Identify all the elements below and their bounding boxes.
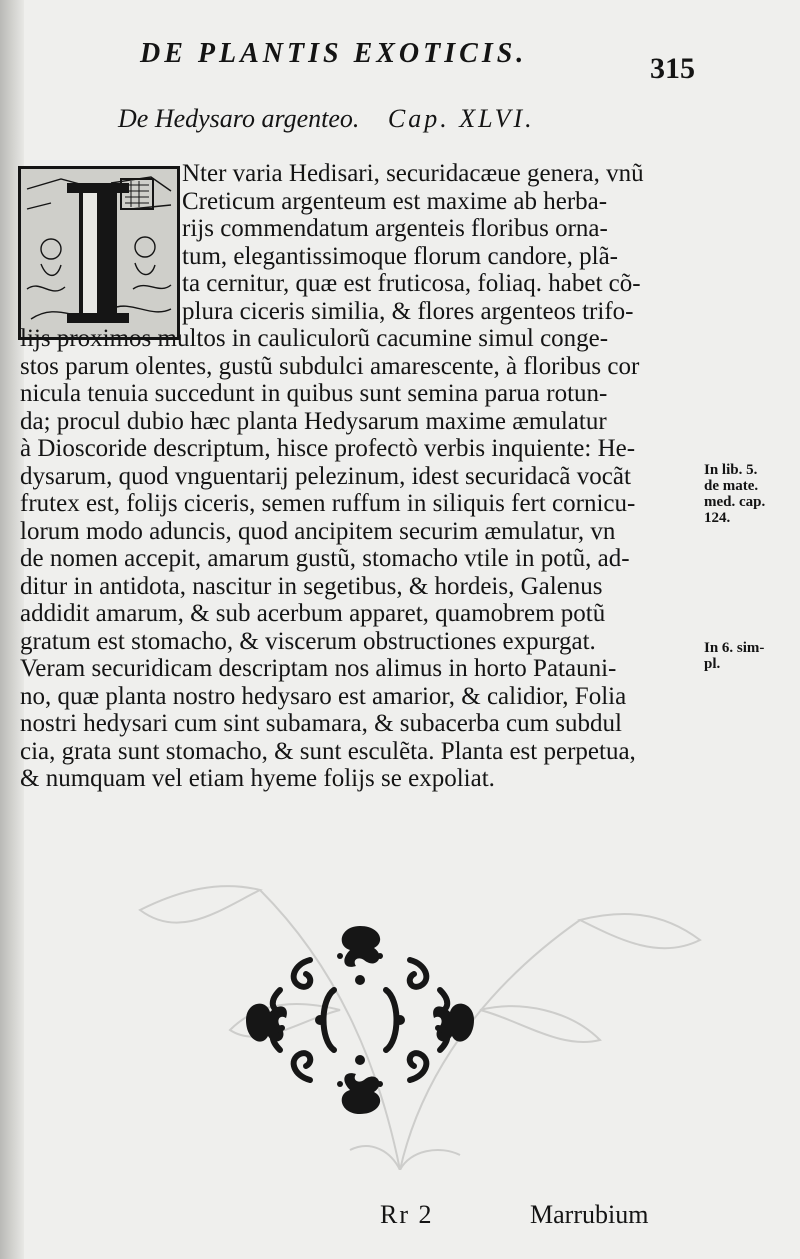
- text-line: à Dioscoride descriptum, hisce profectò verbis inquiente: He-: [20, 435, 636, 462]
- text-line: Creticum argenteum est maxime ab herba-: [182, 187, 608, 215]
- text-line: cia, grata sunt stomacho, & sunt esculẽta. Planta est perpetua,: [20, 737, 636, 765]
- text-line: nicula tenuia succedunt in quibus sunt semina parua rotun-: [20, 380, 608, 407]
- text-line: nostri hedysari cum sint subamara, & subacerba cum subdul: [20, 710, 622, 737]
- text-line: ditur in antidota, nascitur in segetibus, & hordeis, Galenus: [20, 572, 603, 600]
- page-number: 315: [650, 52, 695, 85]
- text-line: & numquam vel etiam hyeme folijs se expoliat.: [20, 765, 495, 792]
- text-line: frutex est, folijs ciceris, semen ruffum in siliquis fert cornicu-: [20, 490, 636, 517]
- text-line: stos parum olentes, gustũ subdulci amarescente, à floribus cor: [20, 352, 640, 380]
- fleuron-ornament-drawing: [240, 920, 480, 1120]
- text-line: tum, elegantissimoque florum candore, plã-: [182, 242, 618, 270]
- text-line: lorum modo aduncis, quod ancipitem securim æmulatur, vn: [20, 517, 616, 545]
- running-title: DE PLANTIS EXOTICIS.: [140, 38, 528, 69]
- text-line: dysarum, quod vnguentarij pelezinum, idest securidacã vocãt: [20, 462, 631, 490]
- text-line: da; procul dubio hæc planta Hedysarum maxime æmulatur: [20, 407, 607, 435]
- chapter-heading: [118, 104, 535, 134]
- chapter-body-text: [20, 160, 700, 793]
- text-line: gratum est stomacho, & viscerum obstructiones expurgat.: [20, 627, 596, 655]
- text-line: plura ciceris similia, & flores argenteos trifo-: [182, 297, 634, 325]
- catchword: Marrubium: [530, 1200, 649, 1229]
- text-line: de nomen accepit, amarum gustũ, stomacho vtile in potũ, ad-: [20, 545, 630, 572]
- text-line: addidit amarum, & sub acerbum apparet, quamobrem potũ: [20, 600, 606, 627]
- margin-note-line: 124.: [704, 510, 731, 526]
- margin-note-dioscorides: [704, 462, 765, 526]
- signature-mark: Rr 2: [380, 1200, 434, 1229]
- text-line: rijs commendatum argenteis floribus orna-: [182, 215, 608, 242]
- margin-note-line: pl.: [704, 656, 721, 672]
- text-line: Nter varia Hedisari, securidacæue genera, vnũ: [182, 160, 644, 187]
- margin-note-galen: [704, 640, 764, 672]
- text-line: lijs proximos multos in cauliculorũ cacumine simul conge-: [20, 325, 609, 352]
- margin-note-line: de mate.: [704, 478, 759, 494]
- text-line: Veram securidicam descriptam nos alimus in horto Patauni-: [20, 655, 617, 682]
- chapter-title: De Hedysaro argenteo.: [118, 104, 360, 133]
- text-line: ta cernitur, quæ est fruticosa, foliaq. habet cõ-: [182, 270, 641, 297]
- margin-note-line: med. cap.: [704, 494, 766, 510]
- text-line: no, quæ planta nostro hedysaro est amarior, & calidior, Folia: [20, 682, 627, 710]
- margin-note-line: In lib. 5.: [704, 462, 758, 478]
- margin-note-line: In 6. sim-: [704, 640, 765, 656]
- chapter-number: Cap. XLVI.: [387, 104, 535, 133]
- printers-ornament: [240, 920, 480, 1120]
